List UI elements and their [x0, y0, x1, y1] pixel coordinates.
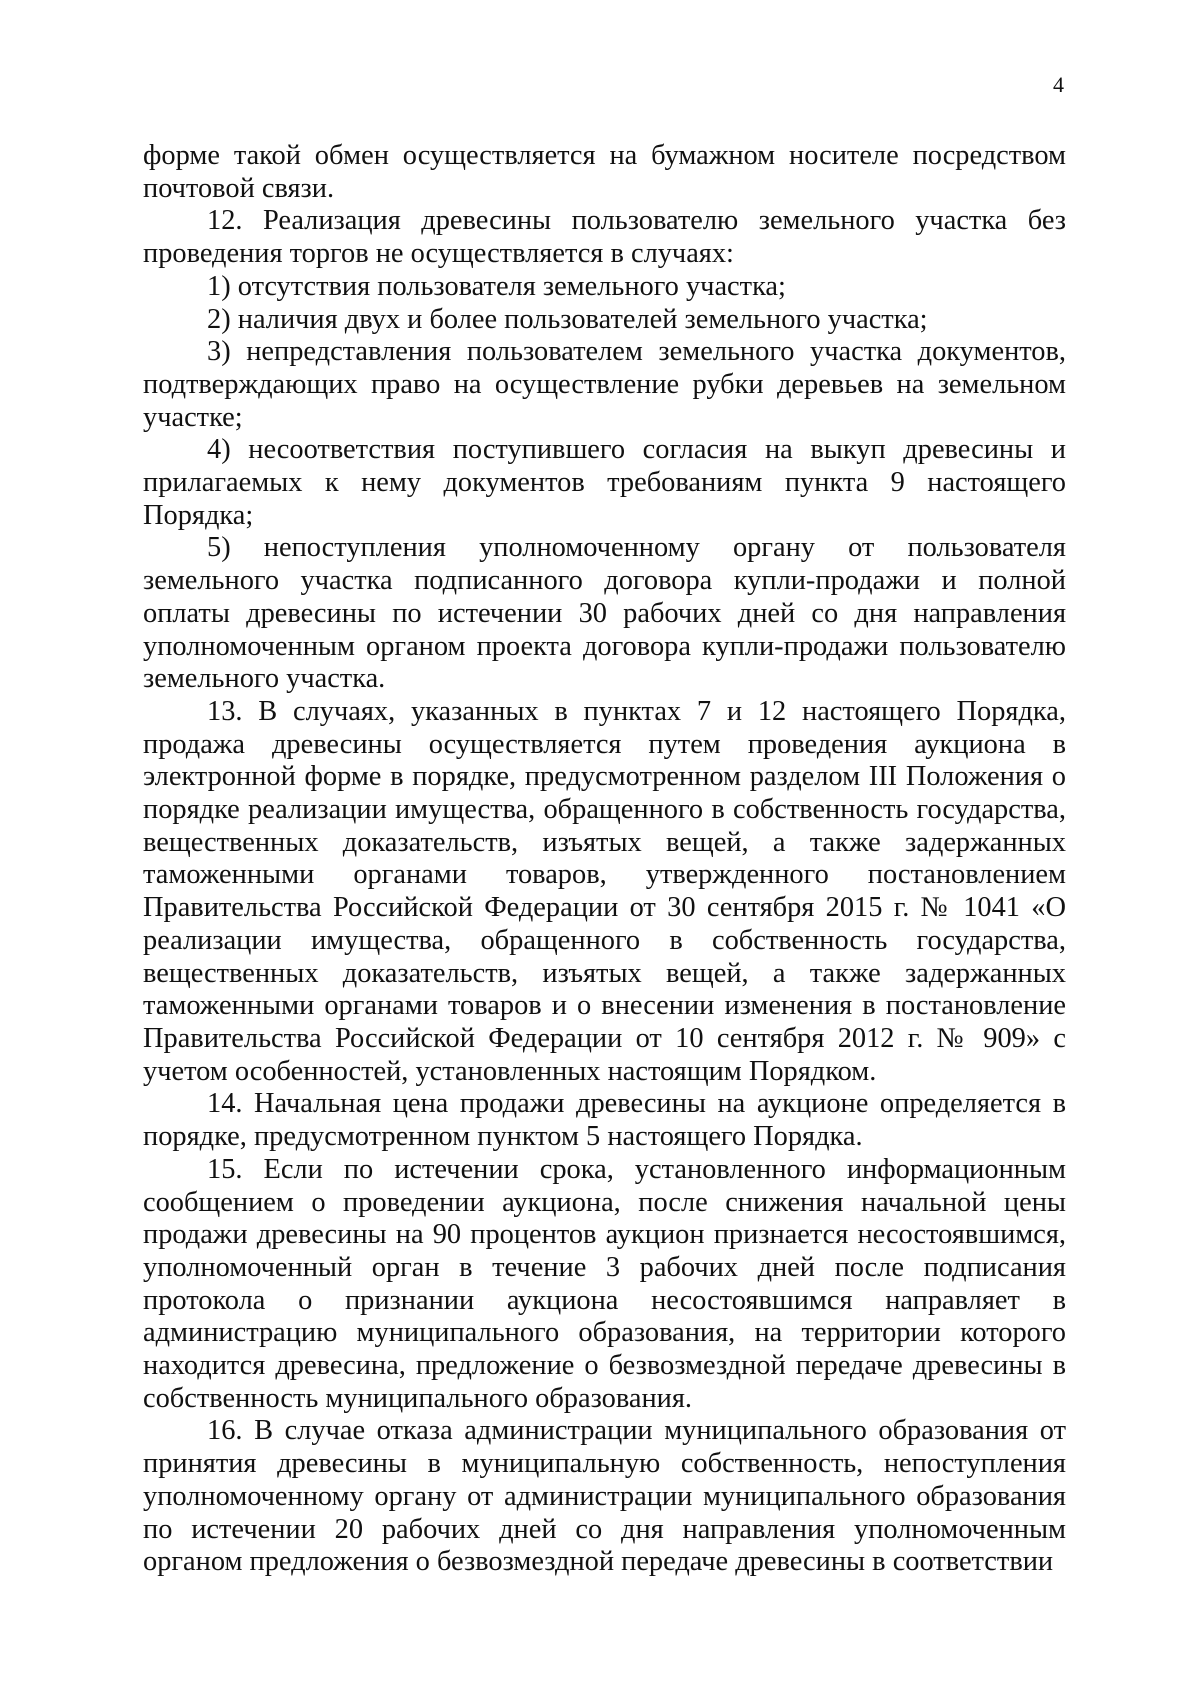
list-item-12-4: 4) несоответствия поступившего согласия на выкуп древесины и прилагаемых к нему документов требованиям пункта 9 настоящего Порядка; [143, 434, 1066, 531]
page-number: 4 [1053, 72, 1064, 97]
paragraph-13: 13. В случаях, указанных в пунктах 7 и 12 настоящего Порядка, продажа древесины осуществляется путем проведения аукциона в электронной форме в порядке, предусмотренном разделом III Положения о порядке реализации имущества, обращенного в собственность государства, вещественных доказательств, изъятых вещей, а также задержанных таможенными органами товаров, утвержденного постановлением Правительства Российской Федерации от 30 сентября 2015 г. № 1041 «О реализации имущества, обращенного в собственность государства, вещественных доказательств, изъятых вещей, а также задержанных таможенными органами товаров и о внесении изменения в постановление Правительства Российской Федерации от 10 сентября 2012 г. № 909» с учетом особенностей, установленных настоящим Порядком. [143, 695, 1066, 1087]
paragraph-12: 12. Реализация древесины пользователю земельного участка без проведения торгов не осуществляется в случаях: [143, 205, 1066, 270]
list-item-12-5: 5) непоступления уполномоченному органу от пользователя земельного участка подписанного договора купли-продажи и полной оплаты древесины по истечении 30 рабочих дней со дня направления уполномоченным органом проекта договора купли-продажи пользователю земельного участка. [143, 532, 1066, 695]
list-item-12-3: 3) непредставления пользователем земельного участка документов, подтверждающих право на осуществление рубки деревьев на земельном участке; [143, 336, 1066, 433]
list-item-12-1: 1) отсутствия пользователя земельного участка; [207, 270, 786, 302]
paragraph-14: 14. Начальная цена продажи древесины на аукционе определяется в порядке, предусмотренном пунктом 5 настоящего Порядка. [143, 1088, 1066, 1153]
document-body [143, 140, 1066, 1579]
paragraph-15: 15. Если по истечении срока, установленного информационным сообщением о проведении аукциона, после снижения начальной цены продажи древесины на 90 процентов аукцион признается несостоявшимся, уполномоченный орган в течение 3 рабочих дней после подписания протокола о признании аукциона несостоявшимся направляет в администрацию муниципального образования, на территории которого находится древесина, предложение о безвозмездной передаче древесины в собственность муниципального образования. [143, 1153, 1066, 1414]
list-item-12-2: 2) наличия двух и более пользователей земельного участка; [207, 303, 928, 335]
paragraph-continued: форме такой обмен осуществляется на бумажном носителе посредством почтовой связи. [143, 140, 1066, 204]
paragraph-16: 16. В случае отказа администрации муниципального образования от принятия древесины в муниципальную собственность, непоступления уполномоченному органу от администрации муниципального образования по истечении 20 рабочих дней со дня направления уполномоченным органом предложения о безвозмездной передаче древесины в соответствии [143, 1415, 1066, 1578]
